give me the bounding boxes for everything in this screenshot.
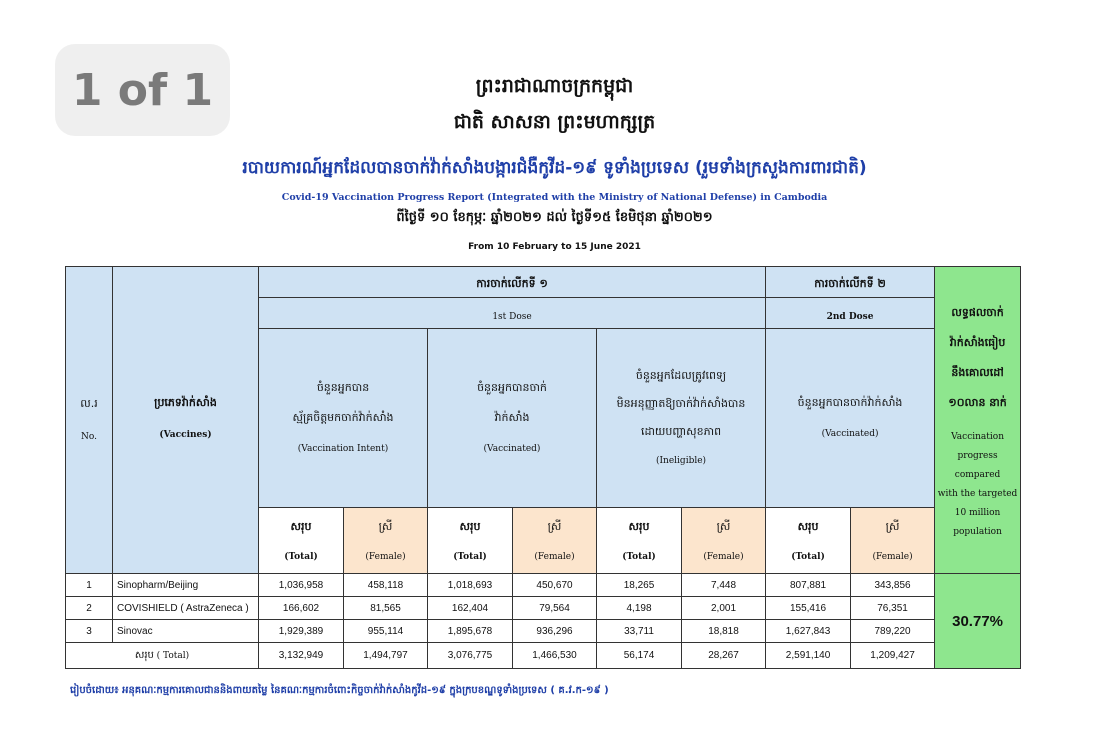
totals-ineligible-total: 56,174 xyxy=(597,643,682,669)
dose2-total: 1,627,843 xyxy=(766,620,851,643)
ineligible-female: 7,448 xyxy=(682,574,766,597)
dose2-female-header: ស្រី (Female) xyxy=(851,508,935,574)
ineligible-total: 4,198 xyxy=(597,597,682,620)
prepared-by-footer: រៀបចំដោយ៖ អនុគណៈកម្មការគោលជាននិងពាយតម្លៃ នៃគណៈកម្មការចំពោះកិច្ចចាក់វ៉ាក់សាំងកូវីដ-១៩ ក្នុងក្របខណ្ឌទូទាំងប្រទេស ( គ.វ.ក-១៩ ) xyxy=(70,685,609,696)
row-number: 1 xyxy=(66,574,113,597)
dose2-female: 789,220 xyxy=(851,620,935,643)
dose1-total: 1,895,678 xyxy=(428,620,513,643)
intent-total: 1,929,389 xyxy=(259,620,344,643)
dose1-header-km: ការចាក់លើកទី ១ xyxy=(259,267,766,298)
progress-header-en: Vaccination progress compared with the targeted 10 million population xyxy=(937,432,1018,537)
dose1-female-header: ស្រី (Female) xyxy=(513,508,597,574)
dose1-female: 936,296 xyxy=(513,620,597,643)
totals-dose2-total: 2,591,140 xyxy=(766,643,851,669)
table-row xyxy=(66,620,1021,643)
intent-total: 1,036,958 xyxy=(259,574,344,597)
date-range-english: From 10 February to 15 June 2021 xyxy=(468,242,641,252)
ineligible-total: 33,711 xyxy=(597,620,682,643)
report-title-khmer: របាយការណ៍អ្នកដែលបានចាក់វ៉ាក់សាំងបង្ការជំងឺកូវីដ-១៩ ទូទាំងប្រទេស (រួមទាំងក្រសួងការពារជាតិ) xyxy=(242,158,867,178)
totals-dose1-total: 3,076,775 xyxy=(428,643,513,669)
table-row xyxy=(66,574,1021,597)
progress-value: 30.77% xyxy=(935,574,1021,669)
dose2-total: 155,416 xyxy=(766,597,851,620)
dose2-female: 76,351 xyxy=(851,597,935,620)
ineligible-total: 18,265 xyxy=(597,574,682,597)
vaccinated-dose1-header: ចំនួនអ្នកបានចាក់ វ៉ាក់សាំង (Vaccinated) xyxy=(428,329,597,508)
dose1-total: 162,404 xyxy=(428,597,513,620)
ineligible-female-header: ស្រី (Female) xyxy=(682,508,766,574)
intent-total: 166,602 xyxy=(259,597,344,620)
dose2-header-en: 2nd Dose xyxy=(766,298,935,329)
intent-female: 458,118 xyxy=(344,574,428,597)
vaccine-name: COVISHIELD ( AstraZeneca ) xyxy=(113,597,259,620)
intent-female-header: ស្រី (Female) xyxy=(344,508,428,574)
ineligible-female: 18,818 xyxy=(682,620,766,643)
row-number: 2 xyxy=(66,597,113,620)
vaccines-header-en: (Vaccines) xyxy=(159,430,212,440)
totals-intent-female: 1,494,797 xyxy=(344,643,428,669)
dose2-total-header: សរុប (Total) xyxy=(766,508,851,574)
totals-intent-total: 3,132,949 xyxy=(259,643,344,669)
vaccine-name: Sinovac xyxy=(113,620,259,643)
dose1-female: 79,564 xyxy=(513,597,597,620)
intent-total-header: សរុប (Total) xyxy=(259,508,344,574)
dose2-total: 807,881 xyxy=(766,574,851,597)
ineligible-header: ចំនួនអ្នកដែលត្រូវពេទ្យ មិនអនុញ្ញាតឱ្យចាក់វ៉ាក់សាំងបាន ដោយបញ្ហាសុខភាព (Ineligible) xyxy=(597,329,766,508)
row-number: 3 xyxy=(66,620,113,643)
intent-female: 955,114 xyxy=(344,620,428,643)
kingdom-heading: ព្រះរាជាណាចក្រកម្ពុជា xyxy=(475,75,634,97)
totals-dose2-female: 1,209,427 xyxy=(851,643,935,669)
vaccination-table xyxy=(65,266,1021,669)
progress-header-km-4: ១០លាន នាក់ xyxy=(948,396,1007,409)
dose2-female: 343,856 xyxy=(851,574,935,597)
vaccine-name: Sinopharm/Beijing xyxy=(113,574,259,597)
table-row xyxy=(66,597,1021,620)
intent-female: 81,565 xyxy=(344,597,428,620)
vaccines-header-km: ប្រភេទវ៉ាក់សាំង xyxy=(154,396,217,409)
dose1-female: 450,670 xyxy=(513,574,597,597)
motto-heading: ជាតិ សាសនា ព្រះមហាក្សត្រ xyxy=(453,111,656,133)
page-indicator: 1 of 1 xyxy=(55,44,230,136)
totals-dose1-female: 1,466,530 xyxy=(513,643,597,669)
dose2-header-km: ការចាក់លើកទី ២ xyxy=(766,267,935,298)
totals-label: សរុប ( Total) xyxy=(66,643,259,669)
no-header-km: ល.រ xyxy=(80,397,98,410)
report-title-english: Covid-19 Vaccination Progress Report (Integrated with the Ministry of National Defense) in Cambodia xyxy=(281,192,828,203)
progress-header-km-2: វ៉ាក់សាំងធៀប xyxy=(949,336,1006,349)
date-range-khmer: ពីថ្ងៃទី ១០ ខែកុម្ភៈ ឆ្នាំ២០២១ ដល់ ថ្ងៃទី១៥ ខែមិថុនា ឆ្នាំ២០២១ xyxy=(396,210,713,225)
ineligible-total-header: សរុប (Total) xyxy=(597,508,682,574)
progress-header xyxy=(935,267,1021,574)
intent-header: ចំនួនអ្នកបាន ស្ម័គ្រចិត្តមកចាក់វ៉ាក់សាំង (Vaccination Intent) xyxy=(259,329,428,508)
ineligible-female: 2,001 xyxy=(682,597,766,620)
no-header xyxy=(66,267,113,574)
dose1-total: 1,018,693 xyxy=(428,574,513,597)
vaccinated-dose2-header: ចំនួនអ្នកបានចាក់វ៉ាក់សាំង (Vaccinated) xyxy=(766,329,935,508)
totals-ineligible-female: 28,267 xyxy=(682,643,766,669)
no-header-en: No. xyxy=(81,432,97,442)
dose1-total-header: សរុប (Total) xyxy=(428,508,513,574)
dose1-header-en: 1st Dose xyxy=(259,298,766,329)
totals-row xyxy=(66,643,1021,669)
vaccines-header xyxy=(113,267,259,574)
progress-header-km-3: នឹងគោលដៅ xyxy=(951,366,1004,379)
progress-header-km-1: លទ្ធផលចាក់ xyxy=(951,306,1004,319)
